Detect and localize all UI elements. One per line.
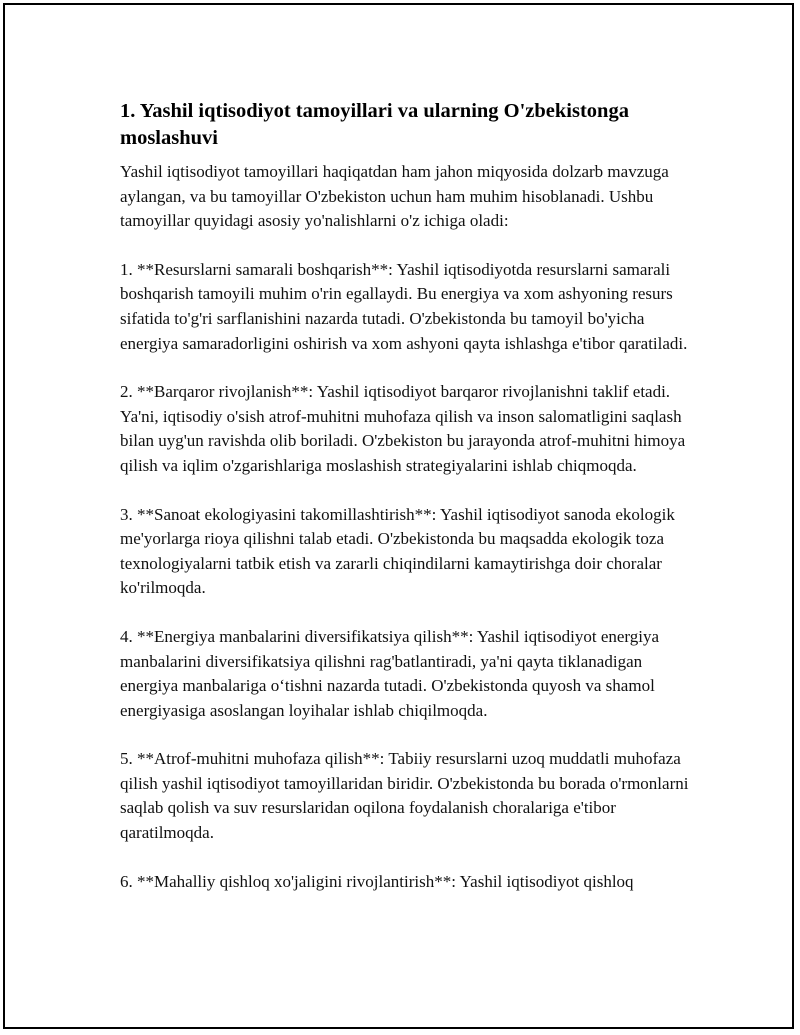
principle-6-paragraph: 6. **Mahalliy qishloq xo'jaligini rivojlantirish**: Yashil iqtisodiyot qishloq xyxy=(120,871,634,891)
intro-paragraph: Yashil iqtisodiyot tamoyillari haqiqatdan ham jahon miqyosida dolzarb mavzuga aylangan, va bu tamoyillar O'zbekiston uchun ham muhim hisoblanadi. Ushbu tamoyillar quyidagi asosiy yo'nalishlarni o'z ichiga oladi: xyxy=(120,162,669,231)
principle-1-paragraph: 1. **Resurslarni samarali boshqarish**: Yashil iqtisodiyotda resurslarni samarali boshqarish tamoyili muhim o'rin egallaydi. Bu energiya va xom ashyoning resurs sifatida to'g'ri sarflanishini nazarda tutadi. O'zbekistonda bu tamoyil bo'yicha energiya samaradorligini oshirish va xom ashyoni qayta ishlashga e'tibor qaratiladi. xyxy=(120,259,688,353)
principle-3-paragraph: 3. **Sanoat ekologiyasini takomillashtirish**: Yashil iqtisodiyot sanoda ekologik me'yorlarga rioya qilishni talab etadi. O'zbekistonda bu maqsadda ekologik toza texnologiyalarni tatbik etish va zararli chiqindilarni kamaytirishga doir choralar ko'rilmoqda. xyxy=(120,504,675,598)
principle-4-paragraph: 4. **Energiya manbalarini diversifikatsiya qilish**: Yashil iqtisodiyot energiya manbalarini diversifikatsiya qilishni rag'batlantiradi, ya'ni qayta tiklanadigan energiya manbalariga oʻtishni nazarda tutadi. O'zbekistonda quyosh va shamol energiyasiga asoslangan loyihalar ishlab chiqilmoqda. xyxy=(120,626,660,720)
principle-5-paragraph: 5. **Atrof-muhitni muhofaza qilish**: Tabiiy resurslarni uzoq muddatli muhofaza qilish yashil iqtisodiyot tamoyillaridan biridir. O'zbekistonda bu borada o'rmonlarni saqlab qolish va suv resurslaridan oqilona foydalanish choralariga e'tibor qaratilmoqda. xyxy=(120,749,689,843)
section-heading: 1. Yashil iqtisodiyot tamoyillari va ularning O'zbekistonga moslashuvi xyxy=(120,100,629,149)
document-body xyxy=(120,98,700,918)
document-page xyxy=(3,3,794,1029)
principle-2-paragraph: 2. **Barqaror rivojlanish**: Yashil iqtisodiyot barqaror rivojlanishni taklif etadi. Ya'ni, iqtisodiy o'sish atrof-muhitni muhofaza qilish va inson salomatligini saqlash bilan uyg'un ravishda olib boriladi. O'zbekiston bu jarayonda atrof-muhitni himoya qilish va iqlim o'zgarishlariga moslashish strategiyalarini ishlab chiqmoqda. xyxy=(120,382,686,475)
